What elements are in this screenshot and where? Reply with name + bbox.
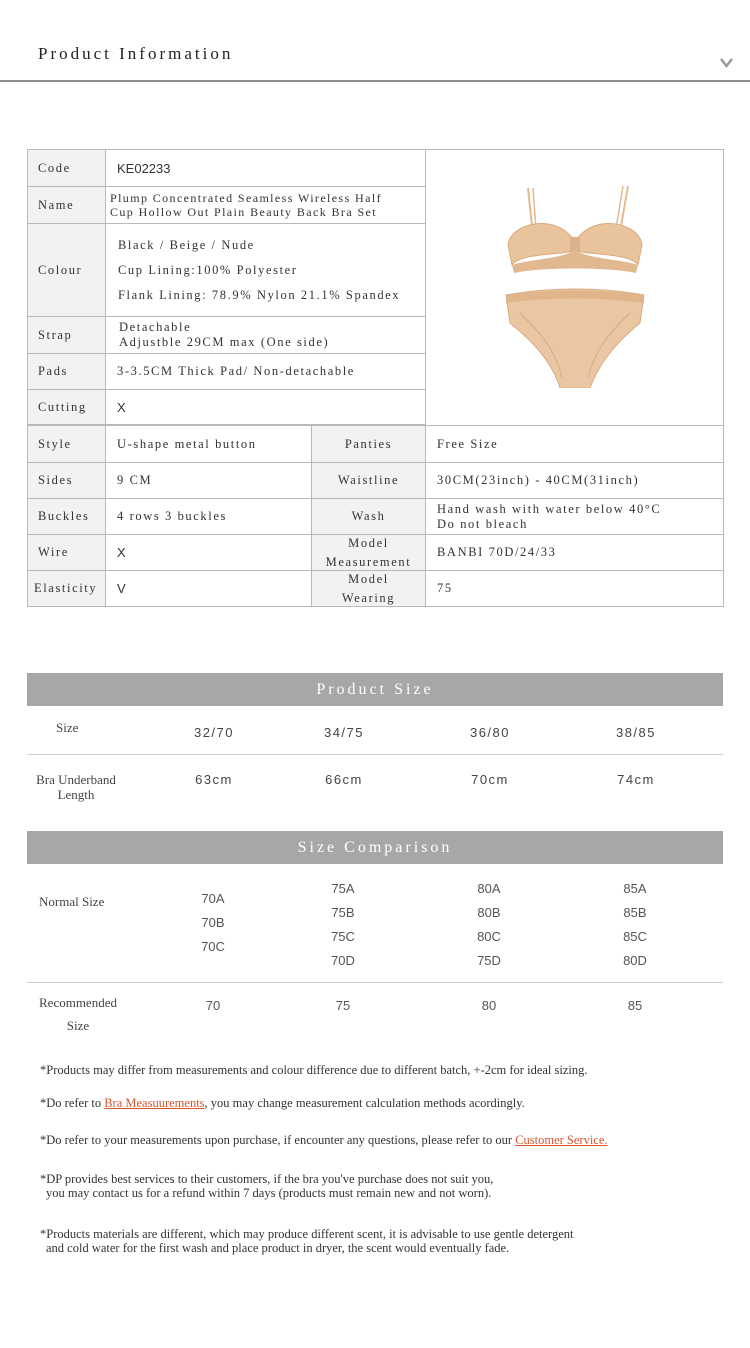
buckles-label: Buckles xyxy=(28,499,106,535)
product-photo xyxy=(426,150,724,426)
recommended-size-cell: 70 xyxy=(205,998,221,1013)
sides-label: Sides xyxy=(28,463,106,499)
code-label: Code xyxy=(28,150,106,187)
note-refund xyxy=(40,1172,493,1200)
normal-size-cell: 75C xyxy=(331,929,355,944)
pads-label: Pads xyxy=(28,354,106,390)
buckles-value: 4 rows 3 buckles xyxy=(106,499,312,535)
name-value xyxy=(106,187,426,224)
note-text: *Do refer to xyxy=(40,1096,105,1110)
model-wearing-line-1: Model xyxy=(348,571,389,586)
colour-line-2: Cup Lining:100% Polyester xyxy=(118,262,298,277)
normal-size-cell: 75A xyxy=(331,881,355,896)
underband-cell: 63cm xyxy=(195,772,233,787)
customer-service-link[interactable]: Customer Service. xyxy=(515,1133,608,1147)
note-text: , you may change measurement calculation methods acordingly. xyxy=(204,1096,525,1110)
sides-value: 9 CM xyxy=(106,463,312,499)
wash-label: Wash xyxy=(312,499,426,535)
recommended-size-cell: 80 xyxy=(481,998,497,1013)
recommended-label-line-1: Recommended xyxy=(39,995,117,1010)
note-line: and cold water for the first wash and place product in dryer, the scent would eventually fade. xyxy=(46,1241,510,1255)
waistline-value: 30CM(23inch) - 40CM(31inch) xyxy=(426,463,724,499)
name-line-1: Plump Concentrated Seamless Wireless Half xyxy=(110,191,382,205)
wire-value: X xyxy=(106,535,312,571)
normal-size-cell: 85A xyxy=(623,881,647,896)
style-label: Style xyxy=(28,426,106,463)
recommended-size-cell: 85 xyxy=(627,998,643,1013)
underband-cell: 70cm xyxy=(471,772,509,787)
page-title: Product Information xyxy=(38,44,234,63)
note-text: *Do refer to your measurements upon purchase, if encounter any questions, please refer to our xyxy=(40,1133,516,1147)
normal-size-column xyxy=(313,877,373,973)
note-customer-service xyxy=(40,1133,608,1147)
note-line: *DP provides best services to their customers, if the bra you've purchase does not suit you, xyxy=(40,1172,494,1186)
recommended-size-label xyxy=(30,991,126,1037)
note-scent xyxy=(40,1227,574,1255)
cutting-label: Cutting xyxy=(28,390,106,425)
style-value: U-shape metal button xyxy=(106,426,312,463)
normal-size-cell: 85B xyxy=(623,905,647,920)
note-line: you may contact us for a refund within 7 days (products must remain new and not worn). xyxy=(46,1186,492,1200)
size-cell: 32/70 xyxy=(193,725,235,740)
normal-size-cell: 80C xyxy=(477,929,501,944)
colour-label: Colour xyxy=(28,224,106,317)
note-line: *Products materials are different, which may produce different scent, it is advisable to use gentle detergent xyxy=(40,1227,574,1241)
underband-cell: 74cm xyxy=(617,772,655,787)
wash-value xyxy=(426,499,724,535)
strap-line-2: Adjustble 29CM max (One side) xyxy=(119,335,330,349)
name-label: Name xyxy=(28,187,106,224)
normal-size-cell: 75D xyxy=(477,953,501,968)
elasticity-label: Elasticity xyxy=(28,571,106,607)
size-row-label: Size xyxy=(56,720,79,735)
panties-value: Free Size xyxy=(426,426,724,463)
normal-size-column xyxy=(459,877,519,973)
normal-size-cell: 70A xyxy=(201,891,225,906)
normal-size-cell: 70C xyxy=(201,939,225,954)
name-line-2: Cup Hollow Out Plain Beauty Back Bra Set xyxy=(110,205,377,219)
normal-size-cell: 75B xyxy=(331,905,355,920)
waistline-label: Waistline xyxy=(312,463,426,499)
strap-value xyxy=(106,317,426,354)
normal-size-cell: 70D xyxy=(331,953,355,968)
strap-line-1: Detachable xyxy=(119,320,192,334)
product-size-header: Product Size xyxy=(27,673,723,706)
colour-line-3: Flank Lining: 78.9% Nylon 21.1% Spandex xyxy=(118,287,401,302)
normal-size-cell: 80D xyxy=(623,953,647,968)
size-comparison-header: Size Comparison xyxy=(27,831,723,864)
normal-size-cell: 85C xyxy=(623,929,647,944)
size-cell: 36/80 xyxy=(469,725,511,740)
recommended-label-line-2: Size xyxy=(66,1018,90,1033)
model-measurement-value: BANBI 70D/24/33 xyxy=(426,535,724,571)
wash-line-1: Hand wash with water below 40°C xyxy=(437,501,662,516)
model-wearing-line-2: Wearing xyxy=(341,590,396,605)
chevron-down-icon[interactable] xyxy=(720,56,733,69)
wire-label: Wire xyxy=(28,535,106,571)
note-measurements xyxy=(40,1096,525,1110)
normal-size-cell: 70B xyxy=(201,915,225,930)
cutting-value: X xyxy=(106,390,426,425)
strap-label: Strap xyxy=(28,317,106,354)
code-value: KE02233 xyxy=(106,150,426,187)
colour-line-1: Black / Beige / Nude xyxy=(118,237,255,252)
underband-label-line-2: Length xyxy=(57,787,95,802)
normal-size-column xyxy=(605,877,665,973)
size-cell: 38/85 xyxy=(615,725,657,740)
bra-set-image xyxy=(500,183,650,388)
normal-size-cell: 80A xyxy=(477,881,501,896)
model-measurement-label xyxy=(312,535,426,571)
recommended-size-cell: 75 xyxy=(335,998,351,1013)
row-divider xyxy=(27,754,723,755)
model-wearing-value: 75 xyxy=(426,571,724,607)
pads-value: 3-3.5CM Thick Pad/ Non-detachable xyxy=(106,354,426,390)
wash-line-2: Do not bleach xyxy=(437,516,528,531)
size-cell: 34/75 xyxy=(323,725,365,740)
note-sizing: *Products may differ from measurements and colour difference due to different batch, +-2cm for ideal sizing. xyxy=(40,1063,588,1077)
panties-label: Panties xyxy=(312,426,426,463)
normal-size-label: Normal Size xyxy=(39,894,105,909)
page-header xyxy=(0,0,750,82)
underband-label-line-1: Bra Underband xyxy=(36,772,116,787)
row-divider xyxy=(27,982,723,983)
elasticity-value: V xyxy=(106,571,312,607)
bra-measurements-link[interactable]: Bra Measuurements xyxy=(104,1096,205,1110)
model-measurement-line-2: Measurement xyxy=(325,554,412,569)
product-info-table xyxy=(27,149,724,607)
normal-size-cell: 80B xyxy=(477,905,501,920)
normal-size-column xyxy=(183,887,243,959)
colour-value xyxy=(106,224,426,317)
model-measurement-line-1: Model xyxy=(348,535,389,550)
underband-cell: 66cm xyxy=(325,772,363,787)
model-wearing-label xyxy=(312,571,426,607)
underband-row-label xyxy=(31,772,121,802)
